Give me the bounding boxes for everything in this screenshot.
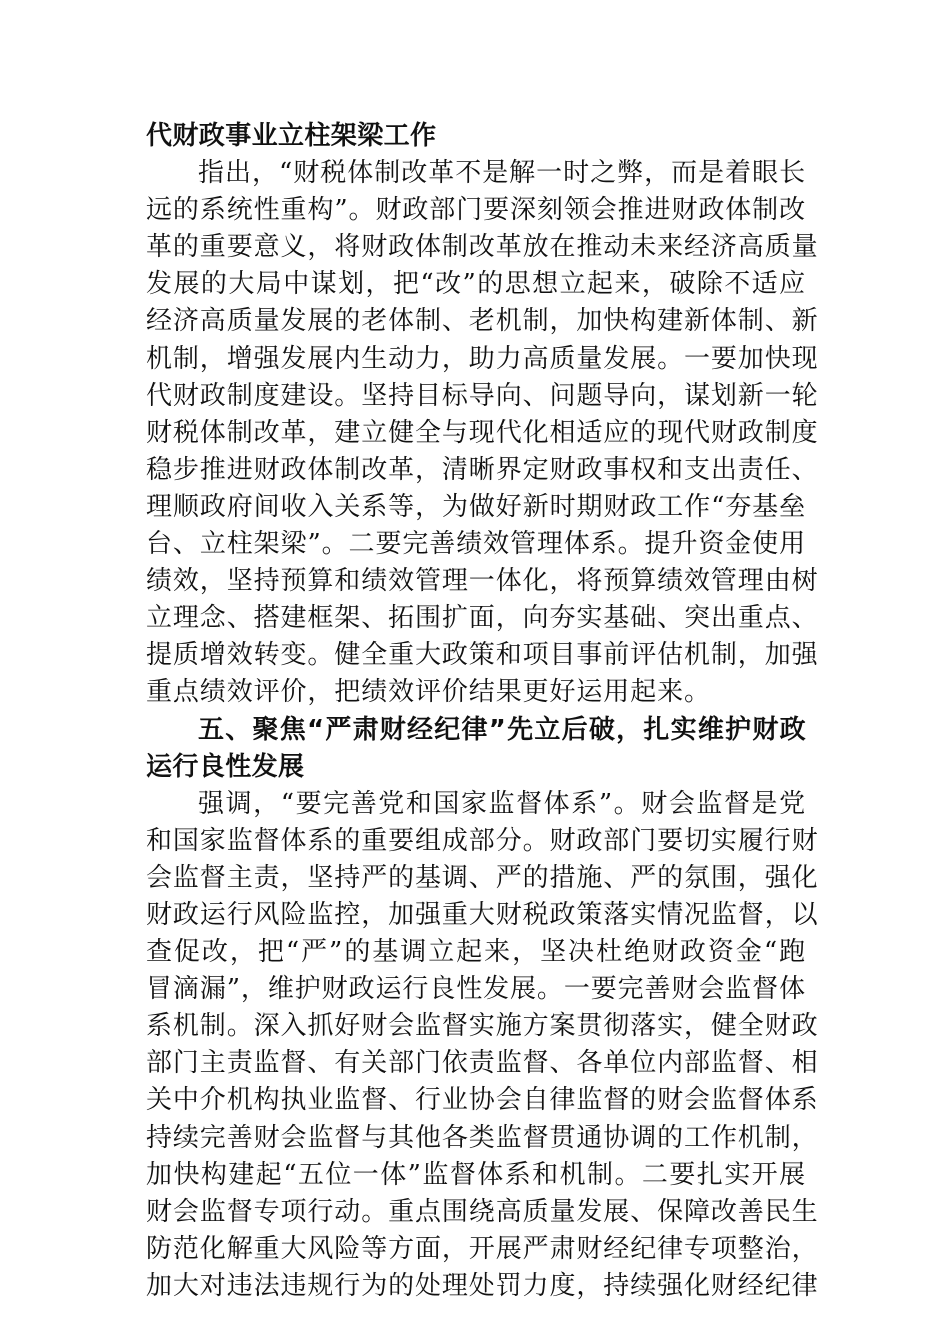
paragraph-line: 指出，“财税体制改革不是解一时之弊，而是着眼长 bbox=[198, 158, 806, 189]
paragraph-line: 防范化解重大风险等方面，开展严肃财经纪律专项整治， bbox=[146, 1233, 819, 1264]
paragraph-line: 强调，“要完善党和国家监督体系”。财会监督是党 bbox=[198, 788, 806, 819]
paragraph-line: 部门主责监督、有关部门依责监督、各单位内部监督、相 bbox=[146, 1048, 819, 1079]
paragraph-line: 持续完善财会监督与其他各类监督贯通协调的工作机制， bbox=[146, 1122, 819, 1153]
paragraph-line: 加大对违法违规行为的处理处罚力度，持续强化财经纪律 bbox=[146, 1270, 819, 1301]
paragraph-line: 代财政制度建设。坚持目标导向、问题导向，谋划新一轮 bbox=[146, 380, 819, 411]
paragraph-line: 立理念、搭建框架、拓围扩面，向夯实基础、突出重点、 bbox=[146, 603, 819, 634]
paragraph-line: 重点绩效评价，把绩效评价结果更好运用起来。 bbox=[146, 677, 711, 708]
paragraph-line: 财税体制改革，建立健全与现代化相适应的现代财政制度 bbox=[146, 417, 819, 448]
paragraph-line: 绩效，坚持预算和绩效管理一体化，将预算绩效管理由树 bbox=[146, 566, 819, 597]
paragraph-line: 远的系统性重构”。财政部门要深刻领会推进财政体制改 bbox=[146, 195, 806, 226]
section-heading-continuation: 代财政事业立柱架梁工作 bbox=[146, 121, 437, 151]
paragraph-line: 关中介机构执业监督、行业协会自律监督的财会监督体系 bbox=[146, 1085, 819, 1116]
section-heading: 运行良性发展 bbox=[146, 751, 305, 782]
paragraph-line: 经济高质量发展的老体制、老机制，加快构建新体制、新 bbox=[146, 306, 819, 337]
paragraph-line: 财会监督专项行动。重点围绕高质量发展、保障改善民生 bbox=[146, 1196, 819, 1227]
paragraph-line: 和国家监督体系的重要组成部分。财政部门要切实履行财 bbox=[146, 825, 819, 856]
paragraph-line: 加快构建起“五位一体”监督体系和机制。二要扎实开展 bbox=[146, 1159, 806, 1190]
paragraph-line: 台、立柱架梁”。二要完善绩效管理体系。提升资金使用 bbox=[146, 529, 806, 560]
paragraph-line: 发展的大局中谋划，把“改”的思想立起来，破除不适应 bbox=[146, 269, 806, 300]
document-body bbox=[146, 118, 819, 1305]
paragraph-line: 稳步推进财政体制改革，清晰界定财政事权和支出责任、 bbox=[146, 454, 819, 485]
paragraph-line: 会监督主责，坚持严的基调、严的措施、严的氛围，强化 bbox=[146, 862, 819, 893]
paragraph-line: 理顺政府间收入关系等，为做好新时期财政工作“夯基垒 bbox=[146, 491, 806, 522]
paragraph-line: 系机制。深入抓好财会监督实施方案贯彻落实，健全财政 bbox=[146, 1011, 819, 1042]
section-heading: 五、聚焦“严肃财经纪律”先立后破，扎实维护财政 bbox=[198, 714, 806, 745]
paragraph-line: 提质增效转变。健全重大政策和项目事前评估机制，加强 bbox=[146, 640, 819, 671]
paragraph-line: 革的重要意义，将财政体制改革放在推动未来经济高质量 bbox=[146, 232, 819, 263]
paragraph-line: 查促改，把“严”的基调立起来，坚决杜绝财政资金“跑 bbox=[146, 937, 806, 968]
paragraph-line: 财政运行风险监控，加强重大财税政策落实情况监督，以 bbox=[146, 899, 819, 930]
paragraph-line: 冒滴漏”，维护财政运行良性发展。一要完善财会监督体 bbox=[146, 974, 806, 1005]
paragraph-line: 机制，增强发展内生动力，助力高质量发展。一要加快现 bbox=[146, 343, 819, 374]
